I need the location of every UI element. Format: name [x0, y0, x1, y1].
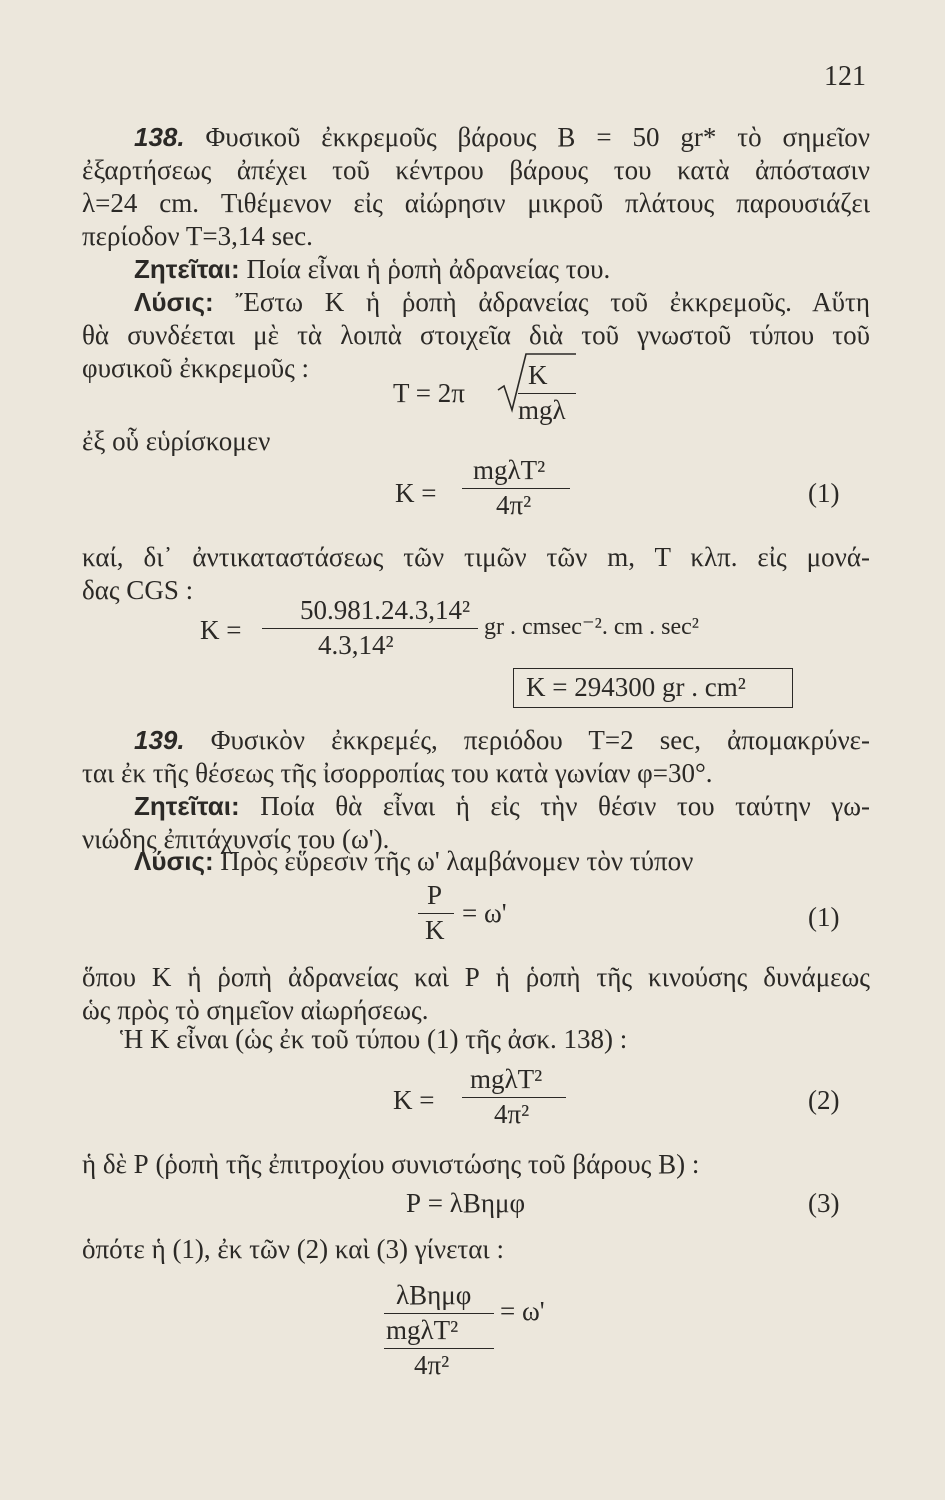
ex138-formula2-num: mgλΤ² [473, 455, 546, 485]
ex139-line7: ὡς πρὸς τὸ σημεῖον αἰωρήσεως. [82, 995, 429, 1025]
ex138-from-text: ἐξ οὗ εὑρίσκομεν [82, 426, 271, 456]
ex139-formula4-rhs: = ω' [500, 1296, 545, 1326]
fraction-bar [462, 488, 570, 489]
ex139-line8: Ἡ Κ εἶναι (ὡς ἐκ τοῦ τύπου (1) τῆς ἀσκ. 138) : [120, 1024, 628, 1054]
ex139-formula4-mid: mgλΤ² [386, 1315, 459, 1345]
ex138-formula2-den: 4π² [496, 490, 532, 520]
ex139-requirement: Ζητεῖται: Ποία θὰ εἶναι ἡ εἰς τὴν θέσιν του ταύτην γω- [134, 791, 870, 821]
ex139-eq-tag-3: (3) [808, 1188, 840, 1218]
ex139-formula1-num: Ρ [427, 880, 443, 910]
page-number: 121 [824, 61, 866, 92]
ex138-sub-line2: δας CGS : [82, 575, 194, 605]
ex139-formula2-num: mgλΤ² [470, 1064, 543, 1094]
ex139-line2: ται ἐκ τῆς θέσεως τῆς ἰσορροπίας του κατὰ γωνίαν φ=30°. [82, 758, 713, 788]
fraction-bar [418, 913, 454, 914]
ex139-formula3: Ρ = λΒημφ [406, 1188, 526, 1218]
ex138-formula2-lhs: Κ = [395, 478, 437, 508]
requirement-label: Ζητεῖται: [134, 791, 240, 821]
ex138-formula3-units: gr . cmsec⁻². cm . sec² [484, 614, 699, 640]
fraction-bar [262, 628, 478, 629]
ex139-formula2-lhs: Κ = [393, 1085, 435, 1115]
ex138-line7: θὰ συνδέεται μὲ τὰ λοιπὰ στοιχεῖα διὰ τοῦ γνωστοῦ τύπου τοῦ [82, 320, 870, 350]
ex139-solution: Λύσις: Πρὸς εὕρεσιν τῆς ω' λαμβάνομεν τὸν τύπον [134, 846, 694, 876]
ex138-line3: λ=24 cm. Τιθέμενον εἰς αἰώρησιν μικροῦ πλάτους παρουσιάζει [82, 188, 870, 218]
ex138-line4: περίοδον Τ=3,14 sec. [82, 221, 313, 251]
ex139-line10: ὁπότε ἡ (1), ἐκ τῶν (2) καὶ (3) γίνεται : [82, 1234, 504, 1264]
ex139-formula1-den: Κ [425, 915, 445, 945]
ex138-formula3-den: 4.3,14² [318, 630, 394, 660]
ex138-formula3-lhs: Κ = [200, 615, 242, 645]
ex139-eq-tag-1: (1) [808, 902, 840, 932]
ex139-formula2-den: 4π² [494, 1099, 530, 1129]
ex139-formula4-den: 4π² [414, 1350, 450, 1380]
ex138-number: 138. [134, 122, 185, 152]
solution-label: Λύσις: [134, 287, 214, 317]
requirement-label: Ζητεῖται: [134, 254, 240, 284]
ex138-formula1-den: mgλ [518, 395, 566, 425]
ex139-line6: ὅπου Κ ἡ ῥοπὴ ἀδρανείας καὶ Ρ ἡ ῥοπὴ τῆς κινούσης δυνάμεως [82, 962, 870, 992]
ex139-line9: ἡ δὲ Ρ (ῥοπὴ τῆς ἐπιτροχίου συνιστώσης τοῦ βάρους Β) : [82, 1149, 700, 1179]
ex138-formula1-num: Κ [528, 360, 548, 390]
ex138-sub-line1: καί, δι᾽ ἀντικαταστάσεως τῶν τιμῶν τῶν m, T κλπ. εἰς μονά- [82, 542, 870, 572]
ex138-formula1-lhs: Τ = 2π [393, 378, 465, 408]
fraction-bar [462, 1097, 566, 1098]
ex138-solution: Λύσις: Ἔστω Κ ἡ ῥοπὴ ἀδρανείας τοῦ ἐκκρεμοῦς. Αὕτη [134, 287, 870, 317]
ex139-line4: νιώδης ἐπιτάχυνσίς του (ω'). [82, 824, 390, 854]
ex139-line1: 139. Φυσικὸν ἐκκρεμές, περιόδου Τ=2 sec, ἀπομακρύνε- [134, 725, 870, 755]
ex139-number: 139. [134, 725, 185, 755]
fraction-bar [384, 1313, 494, 1314]
ex138-result: Κ = 294300 gr . cm² [526, 672, 746, 702]
ex138-requirement: Ζητεῖται: Ποία εἶναι ἡ ῥοπὴ ἀδρανείας του. [134, 254, 611, 284]
ex138-eq-tag-1: (1) [808, 478, 840, 508]
ex139-formula4-num: λΒημφ [396, 1280, 472, 1310]
ex138-line8: φυσικοῦ ἐκκρεμοῦς : [82, 353, 310, 383]
ex138-line2: ἐξαρτήσεως ἀπέχει τοῦ κέντρου βάρους του κατὰ ἀπόστασιν [82, 155, 870, 185]
ex138-formula3-num: 50.981.24.3,14² [300, 595, 471, 625]
fraction-bar [518, 393, 576, 394]
ex138-line1: 138. Φυσικοῦ ἐκκρεμοῦς βάρους Β = 50 gr* τὸ σημεῖον [134, 122, 871, 152]
ex139-eq-tag-2: (2) [808, 1085, 840, 1115]
solution-label: Λύσις: [134, 846, 214, 876]
fraction-bar [384, 1348, 494, 1349]
ex139-formula1-rhs: = ω' [462, 898, 507, 928]
